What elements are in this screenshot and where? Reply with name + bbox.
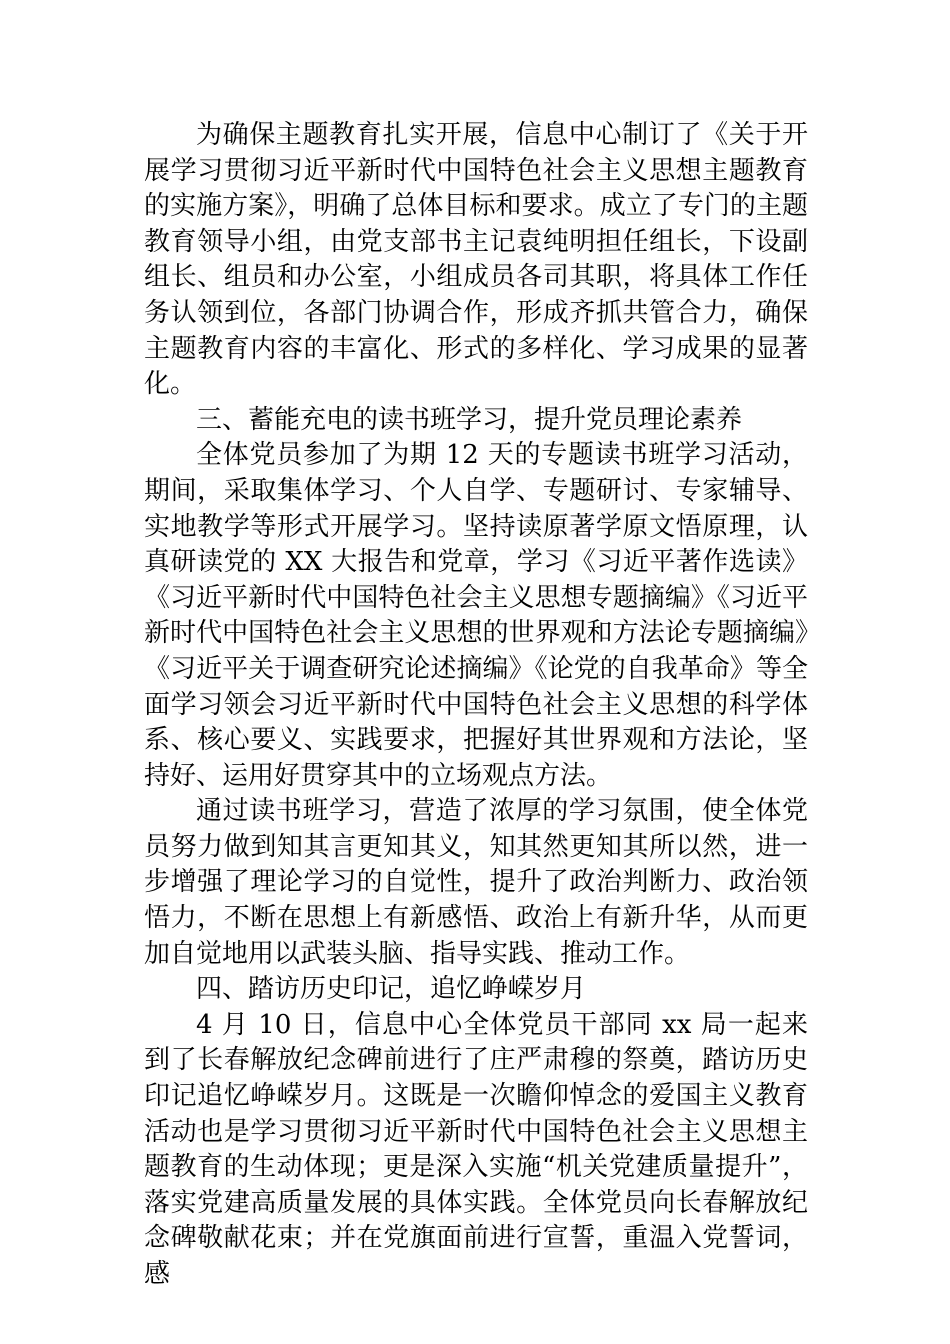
- document-page: [144, 118, 808, 1293]
- paragraph-reading-class-activities: 全体党员参加了为期 12 天的专题读书班学习活动，期间，采取集体学习、个人自学、专题研讨、专家辅导、实地教学等形式开展学习。坚持读原著学原文悟原理，认真研读党的 XX 大报告和党章，学习《习近平著作选读》《习近平新时代中国特色社会主义思想专题摘编》《习近平新时代中国特色社会主义思想的世界观和方法论专题摘编》《习近平关于调查研究论述摘编》《论党的自我革命》等全面学习领会习近平新时代中国特色社会主义思想的科学体系、核心要义、实践要求，把握好其世界观和方法论，坚持好、运用好贯穿其中的立场观点方法。: [144, 440, 808, 791]
- section-heading-reading-class: 三、蓄能充电的读书班学习，提升党员理论素养: [196, 404, 743, 435]
- paragraph-reading-class-results: 通过读书班学习，营造了浓厚的学习氛围，使全体党员努力做到知其言更知其义，知其然更知其所以然，进一步增强了理论学习的自觉性，提升了政治判断力、政治领悟力，不断在思想上有新感悟、政治上有新升华，从而更加自觉地用以武装头脑、指导实践、推动工作。: [144, 796, 808, 969]
- section-heading-historical-visit: 四、踏访历史印记，追忆峥嵘岁月: [196, 974, 587, 1005]
- paragraph-implementation-plan: 为确保主题教育扎实开展，信息中心制订了《关于开展学习贯彻习近平新时代中国特色社会主义思想主题教育的实施方案》，明确了总体目标和要求。成立了专门的主题教育领导小组，由党支部书主记袁纯明担任组长，下设副组长、组员和办公室，小组成员各司其职，将具体工作任务认领到位，各部门协调合作，形成齐抓共管合力，确保主题教育内容的丰富化、形式的多样化、学习成果的显著化。: [144, 120, 808, 400]
- paragraph-historical-visit: 4 月 10 日，信息中心全体党员干部同 xx 局一起来到了长春解放纪念碑前进行了庄严肃穆的祭奠，踏访历史印记追忆峥嵘岁月。这既是一次瞻仰悼念的爱国主义教育活动也是学习贯彻习近平新时代中国特色社会主义思想主题教育的生动体现；更是深入实施“机关党建质量提升”，落实党建高质量发展的具体实践。全体党员向长春解放纪念碑敬献花束；并在党旗面前进行宣誓，重温入党誓词，感: [144, 1009, 808, 1289]
